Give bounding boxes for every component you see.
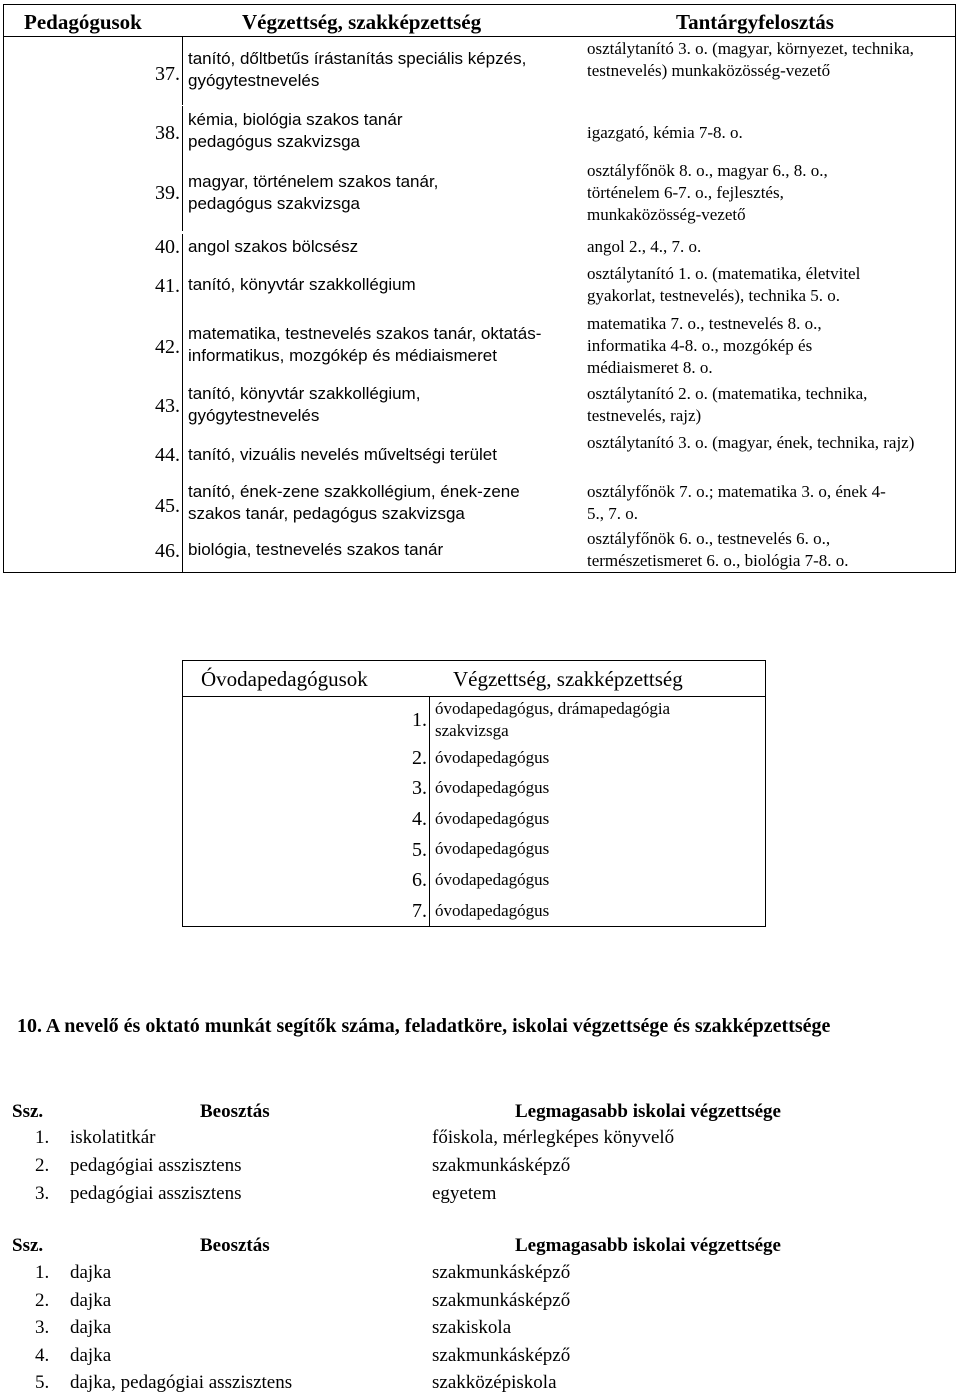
list-item-number: 3. bbox=[35, 1317, 50, 1338]
row-subjects: osztályfőnök 7. o.; matematika 3. o, ének 4-5., 7. o. bbox=[587, 482, 886, 523]
row-qualification: óvodapedagógus bbox=[435, 809, 550, 828]
list-item-education: szakközépiskola bbox=[432, 1372, 557, 1393]
list-item-number: 1. bbox=[35, 1262, 50, 1283]
row-qualification: óvodapedagógus, drámapedagógia szakvizsga bbox=[435, 699, 671, 740]
row-qualification: óvodapedagógus bbox=[435, 839, 550, 858]
row-subjects: angol 2., 4., 7. o. bbox=[587, 237, 702, 256]
row-number: 2. bbox=[412, 747, 427, 769]
row-number: 45. bbox=[155, 495, 180, 517]
header-qualification: Végzettség, szakképzettség bbox=[453, 667, 683, 691]
header-education: Legmagasabb iskolai végzettsége bbox=[515, 1235, 781, 1256]
table-row bbox=[4, 234, 955, 261]
table-row bbox=[183, 773, 765, 803]
table-row bbox=[183, 864, 765, 895]
row-qualification: tanító, vizuális nevelés műveltségi terület bbox=[188, 445, 497, 464]
header-subject-allocation: Tantárgyfelosztás bbox=[676, 10, 834, 34]
row-number: 40. bbox=[155, 236, 180, 258]
row-number: 4. bbox=[412, 808, 427, 830]
row-qualification: matematika, testnevelés szakos tanár, oktatás-informatikus, mozgókép és médiaismeret bbox=[188, 324, 542, 365]
row-number: 41. bbox=[155, 275, 180, 297]
row-qualification: óvodapedagógus bbox=[435, 778, 550, 797]
row-number: 38. bbox=[155, 122, 180, 144]
column-divider bbox=[429, 697, 430, 743]
column-divider bbox=[182, 106, 183, 159]
row-qualification: óvodapedagógus bbox=[435, 870, 550, 889]
row-subjects: osztálytanító 3. o. (magyar, környezet, technika, testnevelés) munkaközösség-vezető bbox=[587, 39, 914, 80]
row-qualification: magyar, történelem szakos tanár, pedagógus szakvizsga bbox=[188, 172, 439, 213]
header-role: Beosztás bbox=[200, 1235, 270, 1256]
header-ssz: Ssz. bbox=[12, 1235, 44, 1256]
column-divider bbox=[429, 803, 430, 834]
table-row bbox=[4, 431, 955, 481]
table-row bbox=[4, 481, 955, 529]
list-item-role: dajka, pedagógiai asszisztens bbox=[70, 1372, 293, 1393]
kindergarten-teachers-table bbox=[182, 660, 766, 927]
column-divider bbox=[182, 311, 183, 381]
table-row bbox=[183, 803, 765, 834]
row-number: 37. bbox=[155, 63, 180, 85]
list-item-education: egyetem bbox=[432, 1183, 497, 1204]
column-divider bbox=[182, 381, 183, 431]
row-subjects: igazgató, kémia 7-8. o. bbox=[587, 123, 743, 142]
header-teachers: Pedagógusok bbox=[24, 10, 142, 34]
list-item-number: 4. bbox=[35, 1345, 50, 1366]
list-item-education: főiskola, mérlegképes könyvelő bbox=[432, 1127, 675, 1148]
list-item-education: szakmunkásképző bbox=[432, 1290, 571, 1311]
list-item-role: pedagógiai asszisztens bbox=[70, 1183, 242, 1204]
table-row bbox=[4, 37, 955, 105]
list-item-number: 2. bbox=[35, 1290, 50, 1311]
row-subjects: osztálytanító 3. o. (magyar, ének, technika, rajz) bbox=[587, 433, 915, 452]
row-number: 1. bbox=[412, 709, 427, 731]
header-education: Legmagasabb iskolai végzettsége bbox=[515, 1101, 781, 1122]
list-item-role: dajka bbox=[70, 1317, 112, 1338]
list-item-education: szakiskola bbox=[432, 1317, 512, 1338]
column-divider bbox=[429, 834, 430, 864]
list-item-role: dajka bbox=[70, 1262, 112, 1283]
header-ssz: Ssz. bbox=[12, 1101, 44, 1122]
header-role: Beosztás bbox=[200, 1101, 270, 1122]
table-row bbox=[4, 261, 955, 311]
row-qualification: óvodapedagógus bbox=[435, 748, 550, 767]
row-qualification: tanító, ének-zene szakkollégium, ének-zene szakos tanár, pedagógus szakvizsga bbox=[188, 482, 520, 523]
table-row bbox=[183, 697, 765, 743]
row-qualification: tanító, könyvtár szakkollégium, gyógytestnevelés bbox=[188, 384, 421, 425]
header-qualification: Végzettség, szakképzettség bbox=[242, 10, 482, 34]
column-divider bbox=[429, 895, 430, 926]
row-subjects: osztályfőnök 6. o., testnevelés 6. o., természetismeret 6. o., biológia 7-8. o. bbox=[587, 529, 849, 570]
column-divider bbox=[182, 431, 183, 481]
table-row bbox=[4, 381, 955, 431]
table-row bbox=[4, 106, 955, 159]
row-qualification: tanító, könyvtár szakkollégium bbox=[188, 275, 416, 294]
row-number: 46. bbox=[155, 540, 180, 562]
row-number: 7. bbox=[412, 900, 427, 922]
column-divider bbox=[182, 234, 183, 261]
list-item-role: iskolatitkár bbox=[70, 1127, 156, 1148]
row-subjects: osztálytanító 1. o. (matematika, életvitel gyakorlat, testnevelés), technika 5. o. bbox=[587, 264, 861, 305]
row-qualification: tanító, dőltbetűs írástanítás speciális képzés, gyógytestnevelés bbox=[188, 49, 527, 90]
column-divider bbox=[429, 864, 430, 895]
list-item-number: 1. bbox=[35, 1127, 50, 1148]
column-divider bbox=[182, 481, 183, 529]
row-number: 3. bbox=[412, 777, 427, 799]
list-item-number: 5. bbox=[35, 1372, 50, 1393]
list-item-number: 2. bbox=[35, 1155, 50, 1176]
header-kindergarten-teachers: Óvodapedagógusok bbox=[201, 667, 368, 691]
list-item-education: szakmunkásképző bbox=[432, 1345, 571, 1366]
row-number: 5. bbox=[412, 839, 427, 861]
list-item-education: szakmunkásképző bbox=[432, 1262, 571, 1283]
list-item-education: szakmunkásképző bbox=[432, 1155, 571, 1176]
row-qualification: angol szakos bölcsész bbox=[188, 237, 359, 256]
table-row bbox=[4, 311, 955, 381]
table-row bbox=[4, 529, 955, 572]
list-item-role: dajka bbox=[70, 1345, 112, 1366]
section-heading: 10. A nevelő és oktató munkát segítők száma, feladatköre, iskolai végzettsége és szakképzettsége bbox=[17, 1015, 831, 1037]
list-item-role: dajka bbox=[70, 1290, 112, 1311]
table-row bbox=[4, 159, 955, 231]
table-row bbox=[183, 743, 765, 773]
list-item-number: 3. bbox=[35, 1183, 50, 1204]
row-subjects: osztályfőnök 8. o., magyar 6., 8. o., történelem 6-7. o., fejlesztés, munkaközösség-vezető bbox=[587, 161, 828, 224]
row-subjects: matematika 7. o., testnevelés 8. o., informatika 4-8. o., mozgókép és médiaismeret 8. o. bbox=[587, 314, 822, 377]
row-number: 43. bbox=[155, 395, 180, 417]
column-divider bbox=[429, 743, 430, 773]
row-qualification: óvodapedagógus bbox=[435, 901, 550, 920]
row-number: 39. bbox=[155, 182, 180, 204]
row-qualification: biológia, testnevelés szakos tanár bbox=[188, 540, 444, 559]
column-divider bbox=[429, 773, 430, 803]
column-divider bbox=[182, 37, 183, 105]
column-divider bbox=[182, 529, 183, 572]
row-number: 44. bbox=[155, 444, 180, 466]
row-number: 6. bbox=[412, 869, 427, 891]
column-divider bbox=[182, 159, 183, 231]
table-row bbox=[183, 895, 765, 926]
table-row bbox=[183, 834, 765, 864]
teachers-table bbox=[3, 4, 956, 573]
row-subjects: osztálytanító 2. o. (matematika, technika, testnevelés, rajz) bbox=[587, 384, 868, 425]
list-item-role: pedagógiai asszisztens bbox=[70, 1155, 242, 1176]
row-qualification: kémia, biológia szakos tanár pedagógus szakvizsga bbox=[188, 110, 403, 151]
row-number: 42. bbox=[155, 336, 180, 358]
column-divider bbox=[182, 261, 183, 311]
